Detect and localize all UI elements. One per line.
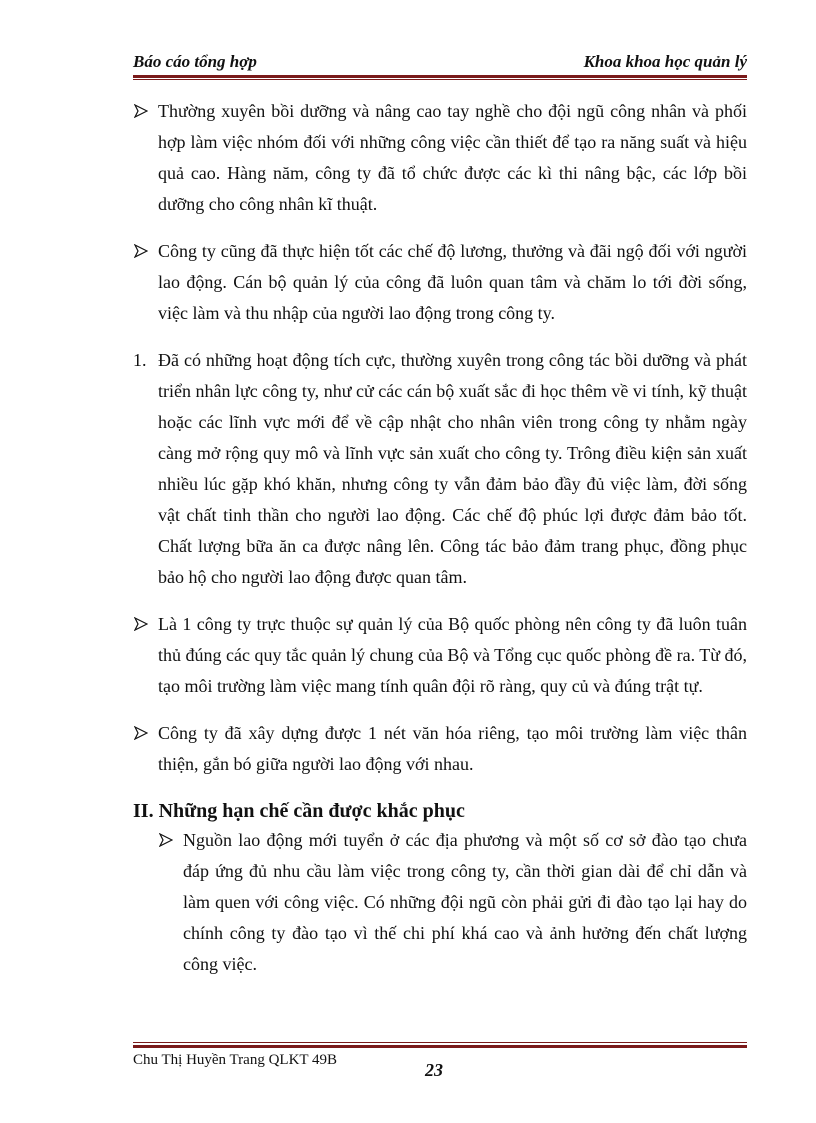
footer-rule-thick (133, 1045, 747, 1048)
header-report-title: Báo cáo tổng hợp (133, 52, 257, 71)
paragraph-text: Đã có những hoạt động tích cực, thường xuyên trong công tác bồi dưỡng và phát triển nhân lực công ty, như cử các cán bộ xuất sắc đi học thêm về vi tính, kỹ thuật hoặc các lĩnh vực mới để về cập nhật cho nhân viên trong công ty nhằm ngày càng mở rộng quy mô và lĩnh vực sản xuất cho công ty. Trông điều kiện sản xuất nhiều lúc gặp khó khăn, nhưng công ty vẫn đảm bảo đầy đủ việc làm, đời sống vật chất tinh thần cho người lao động. Các chế độ phúc lợi được đảm bảo tốt. Chất lượng bữa ăn ca được nâng lên. Công tác bảo đảm trang phục, đồng phục bảo hộ cho người lao động được quan tâm. (158, 350, 747, 587)
header-faculty: Khoa khoa học quản lý (583, 52, 747, 71)
list-number: 1. (133, 350, 147, 370)
header-rule-thin (133, 79, 747, 80)
section-heading: II. Những hạn chế cần được khắc phục (133, 800, 465, 822)
paragraph-text: Nguồn lao động mới tuyển ở các địa phương và một số cơ sở đào tạo chưa đáp ứng đủ nhu cầu làm việc trong công ty, cần thời gian dài để chỉ dẫn và làm quen với công việc. Có những đội ngũ còn phải gửi đi đào tạo lại hay do chính công ty đào tạo vì thế chi phí khá cao và ảnh hưởng đến chất lượng công việc. (183, 830, 747, 974)
paragraph-text: Công ty đã xây dựng được 1 nét văn hóa riêng, tạo môi trường làm việc thân thiện, gắn bó giữa người lao động với nhau. (158, 723, 747, 774)
bullet-paragraph (133, 825, 747, 980)
numbered-paragraph (133, 345, 747, 593)
bullet-paragraph (133, 96, 747, 220)
page-body (133, 96, 747, 996)
footer-author: Chu Thị Huyền Trang QLKT 49B (133, 1052, 338, 1068)
paragraph-text: Là 1 công ty trực thuộc sự quản lý của Bộ quốc phòng nên công ty đã luôn tuân thủ đúng các quy tắc quản lý chung của Bộ và Tổng cục quốc phòng đề ra. Từ đó, tạo môi trường làm việc mang tính quân đội rõ ràng, quy củ và đúng trật tự. (158, 614, 747, 696)
footer-rule-thin (133, 1042, 747, 1043)
paragraph-text: Thường xuyên bồi dưỡng và nâng cao tay nghề cho đội ngũ công nhân và phối hợp làm việc nhóm đối với những công việc cần thiết để tạo ra năng suất và hiệu quả cao. Hàng năm, công ty đã tổ chức được các kì thi nâng bậc, các lớp bồi dưỡng cho công nhân kĩ thuật. (158, 101, 747, 214)
bullet-paragraph (133, 718, 747, 780)
bullet-paragraph (133, 609, 747, 702)
bullet-paragraph (133, 236, 747, 329)
header-rule-thick (133, 75, 747, 78)
paragraph-text: Công ty cũng đã thực hiện tốt các chế độ lương, thưởng và đãi ngộ đối với người lao động. Cán bộ quản lý của công đã luôn quan tâm và chăm lo tới đời sống, việc làm và thu nhập của người lao động trong công ty. (158, 241, 747, 323)
page-number: 23 (425, 1060, 443, 1080)
